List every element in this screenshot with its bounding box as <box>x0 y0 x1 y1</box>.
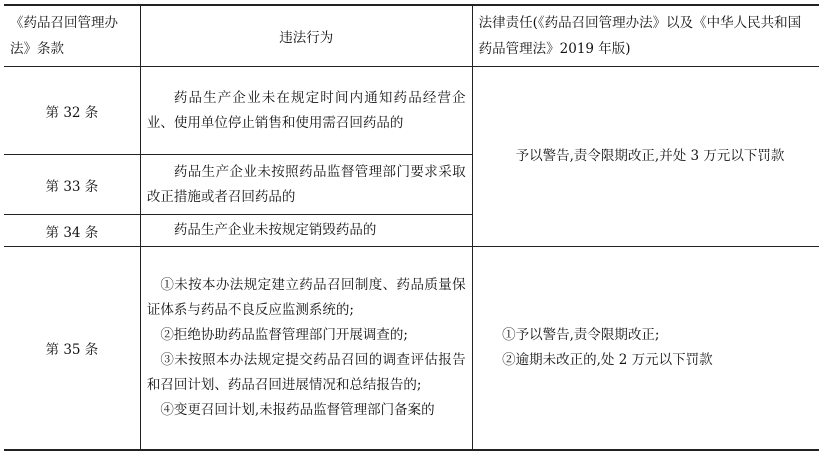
liability-item: ②逾期未改正的,处 2 万元以下罚款 <box>502 351 713 368</box>
header-article: 《药品召回管理办法》条款 <box>4 5 140 67</box>
liability-item: ①予以警告,责令限期改正; <box>502 326 660 343</box>
table-row <box>4 67 819 155</box>
header-row <box>4 5 819 67</box>
violation-cell <box>140 67 472 155</box>
violation-text: 药品生产企业未按照药品监督管理部门要求采取改正措施或者召回药品的 <box>146 163 466 205</box>
violation-text: 药品生产企业未按规定销毁药品的 <box>173 222 377 238</box>
violation-item: ③未按照本办法规定提交药品召回的调查评估报告和召回计划、药品召回进展情况和总结报告的; <box>146 351 466 393</box>
violation-text: 药品生产企业未在规定时间内通知药品经营企业、使用单位停止销售和使用需召回药品的 <box>146 89 466 131</box>
header-violation: 违法行为 <box>140 5 472 67</box>
liability-cell <box>472 67 819 247</box>
table-row <box>4 247 819 450</box>
regulation-table <box>4 4 819 451</box>
violation-cell <box>140 247 472 450</box>
violation-item: ④变更召回计划,未报药品监督管理部门备案的 <box>160 401 435 418</box>
header-liability: 法律责任(《药品召回管理办法》以及《中华人民共和国药品管理法》2019 年版) <box>472 5 819 67</box>
liability-cell <box>472 247 819 450</box>
violation-cell <box>140 215 472 247</box>
article-cell: 第 32 条 <box>4 67 140 155</box>
liability-text: 予以警告,责令限期改正,并处 3 万元以下罚款 <box>515 148 785 164</box>
violation-cell <box>140 155 472 215</box>
article-cell: 第 35 条 <box>4 247 140 450</box>
violation-item: ②拒绝协助药品监督管理部门开展调查的; <box>160 326 408 343</box>
article-cell: 第 33 条 <box>4 155 140 215</box>
article-cell: 第 34 条 <box>4 215 140 247</box>
violation-item: ①未按本办法规定建立药品召回制度、药品质量保证体系与药品不良反应监测系统的; <box>146 276 466 318</box>
